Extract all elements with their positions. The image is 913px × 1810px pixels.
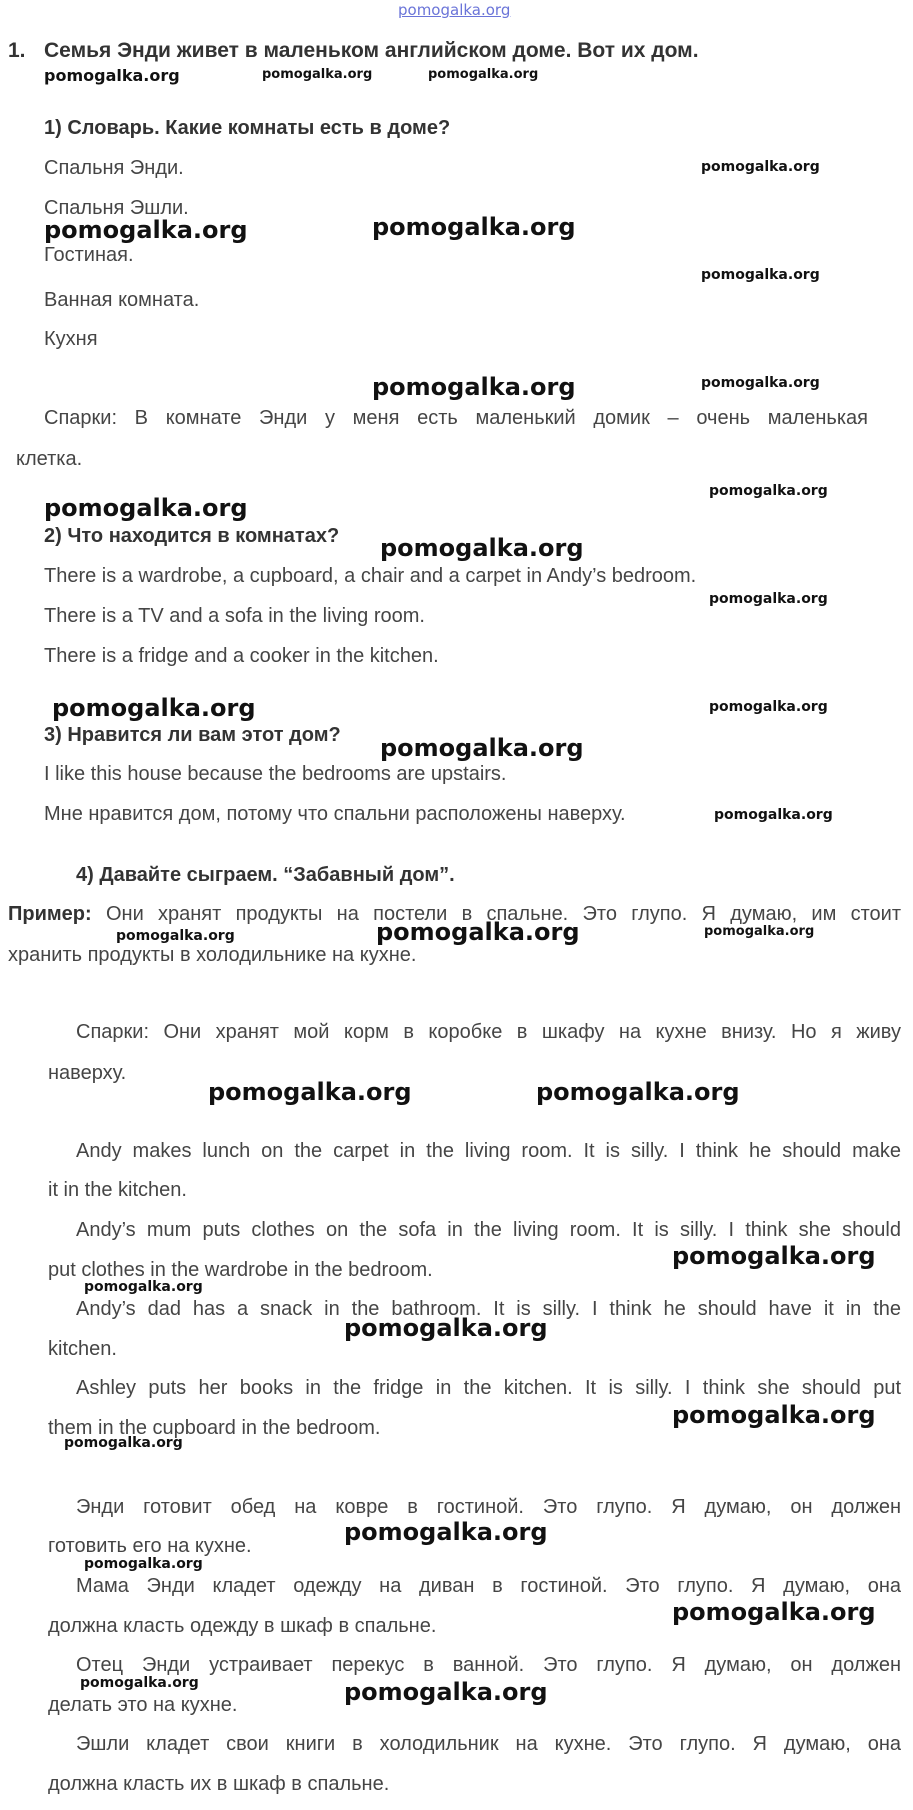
section1-heading: 1) Словарь. Какие комнаты есть в доме? — [44, 117, 451, 139]
room-item: Кухня — [44, 328, 98, 350]
watermark: pomogalka.org — [380, 534, 584, 562]
watermark: pomogalka.org — [709, 483, 828, 499]
watermark: pomogalka.org — [208, 1078, 412, 1106]
watermark: pomogalka.org — [380, 734, 584, 762]
english-sentence-line: it in the kitchen. — [48, 1179, 187, 1201]
answer-line: Мне нравится дом, потому что спальни расположены наверху. — [44, 803, 626, 825]
watermark: pomogalka.org — [701, 159, 820, 175]
watermark: pomogalka.org — [672, 1598, 876, 1626]
watermark: pomogalka.org — [536, 1078, 740, 1106]
sparky-remark-line: Спарки: Они хранят мой корм в коробке в шкафу на кухне внизу. Но я живу — [76, 1021, 901, 1043]
watermark: pomogalka.org — [372, 213, 576, 241]
watermark: pomogalka.org — [672, 1242, 876, 1270]
sparky-remark-line: клетка. — [16, 448, 83, 470]
watermark: pomogalka.org — [84, 1279, 203, 1295]
watermark: pomogalka.org — [344, 1518, 548, 1546]
watermark: pomogalka.org — [44, 66, 180, 85]
exercise-title: Семья Энди живет в маленьком английском доме. Вот их дом. — [44, 39, 699, 62]
watermark: pomogalka.org — [80, 1675, 199, 1691]
russian-sentence-line: Эшли кладет свои книги в холодильник на кухне. Это глупо. Я думаю, она — [76, 1733, 901, 1755]
watermark: pomogalka.org — [52, 694, 256, 722]
room-item: Ванная комната. — [44, 289, 200, 311]
example-label: Пример: — [8, 903, 92, 925]
watermark: pomogalka.org — [701, 375, 820, 391]
watermark: pomogalka.org — [116, 928, 235, 944]
watermark: pomogalka.org — [672, 1401, 876, 1429]
english-sentence-line: Andy makes lunch on the carpet in the living room. It is silly. I think he should make — [76, 1140, 901, 1162]
room-item: Спальня Эшли. — [44, 197, 189, 219]
example-text: Они хранят продукты на постели в спальне. Это глупо. Я думаю, им стоит — [105, 903, 901, 925]
sparky-remark-line: Спарки: В комнате Энди у меня есть маленький домик – очень маленькая — [44, 407, 868, 429]
exercise-number: 1. — [8, 39, 26, 62]
russian-sentence-line: Мама Энди кладет одежду на диван в гостиной. Это глупо. Я думаю, она — [76, 1575, 901, 1597]
russian-sentence-line: делать это на кухне. — [48, 1694, 238, 1716]
top-watermark-link[interactable]: pomogalka.org — [398, 1, 511, 19]
watermark: pomogalka.org — [376, 918, 580, 946]
room-item: Гостиная. — [44, 244, 134, 266]
russian-sentence-line: должна класть их в шкаф в спальне. — [48, 1773, 390, 1795]
watermark: pomogalka.org — [714, 807, 833, 823]
section4-heading: 4) Давайте сыграем. “Забавный дом”. — [76, 864, 455, 886]
section2-heading: 2) Что находится в комнатах? — [44, 525, 340, 547]
watermark: pomogalka.org — [344, 1678, 548, 1706]
english-sentence-line: put clothes in the wardrobe in the bedroom. — [48, 1259, 433, 1281]
russian-sentence-line: Отец Энди устраивает перекус в ванной. Это глупо. Я думаю, он должен — [76, 1654, 901, 1676]
english-sentence-line: kitchen. — [48, 1338, 117, 1360]
watermark: pomogalka.org — [262, 67, 373, 82]
watermark: pomogalka.org — [64, 1435, 183, 1451]
answer-line: There is a fridge and a cooker in the kitchen. — [44, 645, 439, 667]
watermark: pomogalka.org — [704, 924, 815, 939]
watermark: pomogalka.org — [701, 267, 820, 283]
english-sentence-line: them in the cupboard in the bedroom. — [48, 1417, 381, 1439]
sparky-remark-line: наверху. — [48, 1062, 127, 1084]
russian-sentence-line: Энди готовит обед на ковре в гостиной. Это глупо. Я думаю, он должен — [76, 1496, 901, 1518]
watermark: pomogalka.org — [44, 494, 248, 522]
answer-line: I like this house because the bedrooms are upstairs. — [44, 763, 507, 785]
russian-sentence-line: должна класть одежду в шкаф в спальне. — [48, 1615, 437, 1637]
answer-line: There is a TV and a sofa in the living room. — [44, 605, 425, 627]
watermark: pomogalka.org — [84, 1556, 203, 1572]
english-sentence-line: Andy’s dad has a snack in the bathroom. It is silly. I think he should have it in the — [76, 1298, 901, 1320]
watermark: pomogalka.org — [428, 67, 539, 82]
answer-line: There is a wardrobe, a cupboard, a chair and a carpet in Andy’s bedroom. — [44, 565, 697, 587]
section3-heading: 3) Нравится ли вам этот дом? — [44, 724, 341, 746]
english-sentence-line: Ashley puts her books in the fridge in the kitchen. It is silly. I think she should put — [76, 1377, 901, 1399]
example-line: хранить продукты в холодильнике на кухне. — [8, 944, 417, 966]
watermark: pomogalka.org — [372, 373, 576, 401]
english-sentence-line: Andy’s mum puts clothes on the sofa in the living room. It is silly. I think she should — [76, 1219, 901, 1241]
watermark: pomogalka.org — [44, 216, 248, 244]
watermark: pomogalka.org — [709, 699, 828, 715]
watermark: pomogalka.org — [344, 1314, 548, 1342]
watermark: pomogalka.org — [709, 591, 828, 607]
russian-sentence-line: готовить его на кухне. — [48, 1535, 252, 1557]
room-item: Спальня Энди. — [44, 157, 184, 179]
